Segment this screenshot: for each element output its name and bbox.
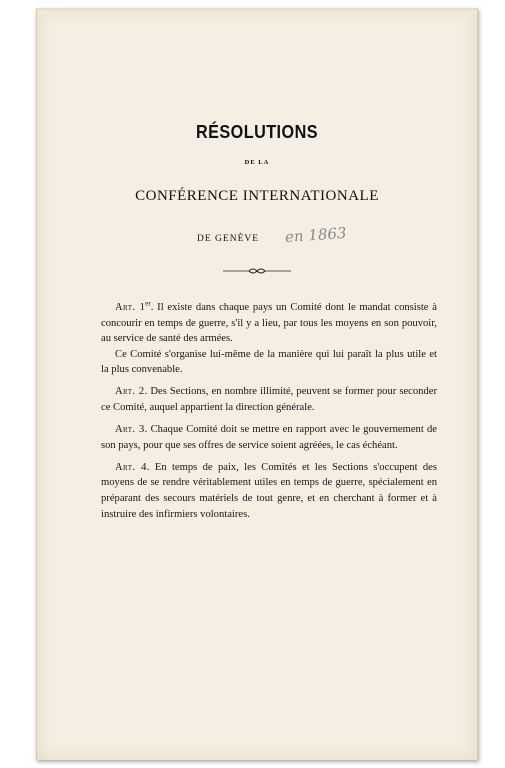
ornament-divider [221, 266, 293, 276]
article-label: Art. 2 [115, 386, 145, 398]
article-label: Art. 1 [115, 302, 146, 313]
subtitle-small: DE LA [244, 159, 270, 166]
article-label: Art. 4 [115, 461, 147, 473]
document-page [36, 8, 478, 760]
article-label: Art. 3 [115, 424, 145, 436]
handwritten-note: en 1863 [284, 223, 348, 247]
article-4 [101, 460, 437, 522]
article-label-sup: er [145, 299, 151, 308]
article-text: . En temps de paix, les Comités et les Sections s'occupent des moyens de se rendre véritablement utiles en temps de guerre, spécialement en préparant des secours matériels de tout genre, et en cherchant à former et à instruire des infirmiers volontaires. [101, 461, 438, 520]
article-text: . Il existe dans chaque pays un Comité dont le mandat consiste à concourir en temps de guerre, s'il y a lieu, par tous les moyens en son pouvoir, au service de santé des armées. [101, 302, 437, 345]
article-1 [101, 300, 437, 347]
article-text: Ce Comité s'organise lui-même de la manière qui lui paraît la plus utile et la plus convenable. [101, 348, 437, 376]
page-edge [37, 8, 477, 14]
document-title: RÉSOLUTIONS [196, 122, 318, 142]
articles-body [101, 300, 437, 522]
article-text: . Des Sections, en nombre illimité, peuvent se former pour seconder ce Comité, auquel appartient la direction générale. [101, 386, 437, 414]
article-1-paragraph-2 [101, 347, 437, 378]
article-2 [101, 384, 437, 415]
article-3 [101, 422, 437, 453]
conference-heading: CONFÉRENCE INTERNATIONALE [135, 188, 379, 204]
place-label: DE GENÈVE [197, 234, 260, 244]
article-text: . Chaque Comité doit se mettre en rapport avec le gouvernement de son pays, pour que ses offres de service soient agréées, le cas échéant. [101, 424, 437, 451]
